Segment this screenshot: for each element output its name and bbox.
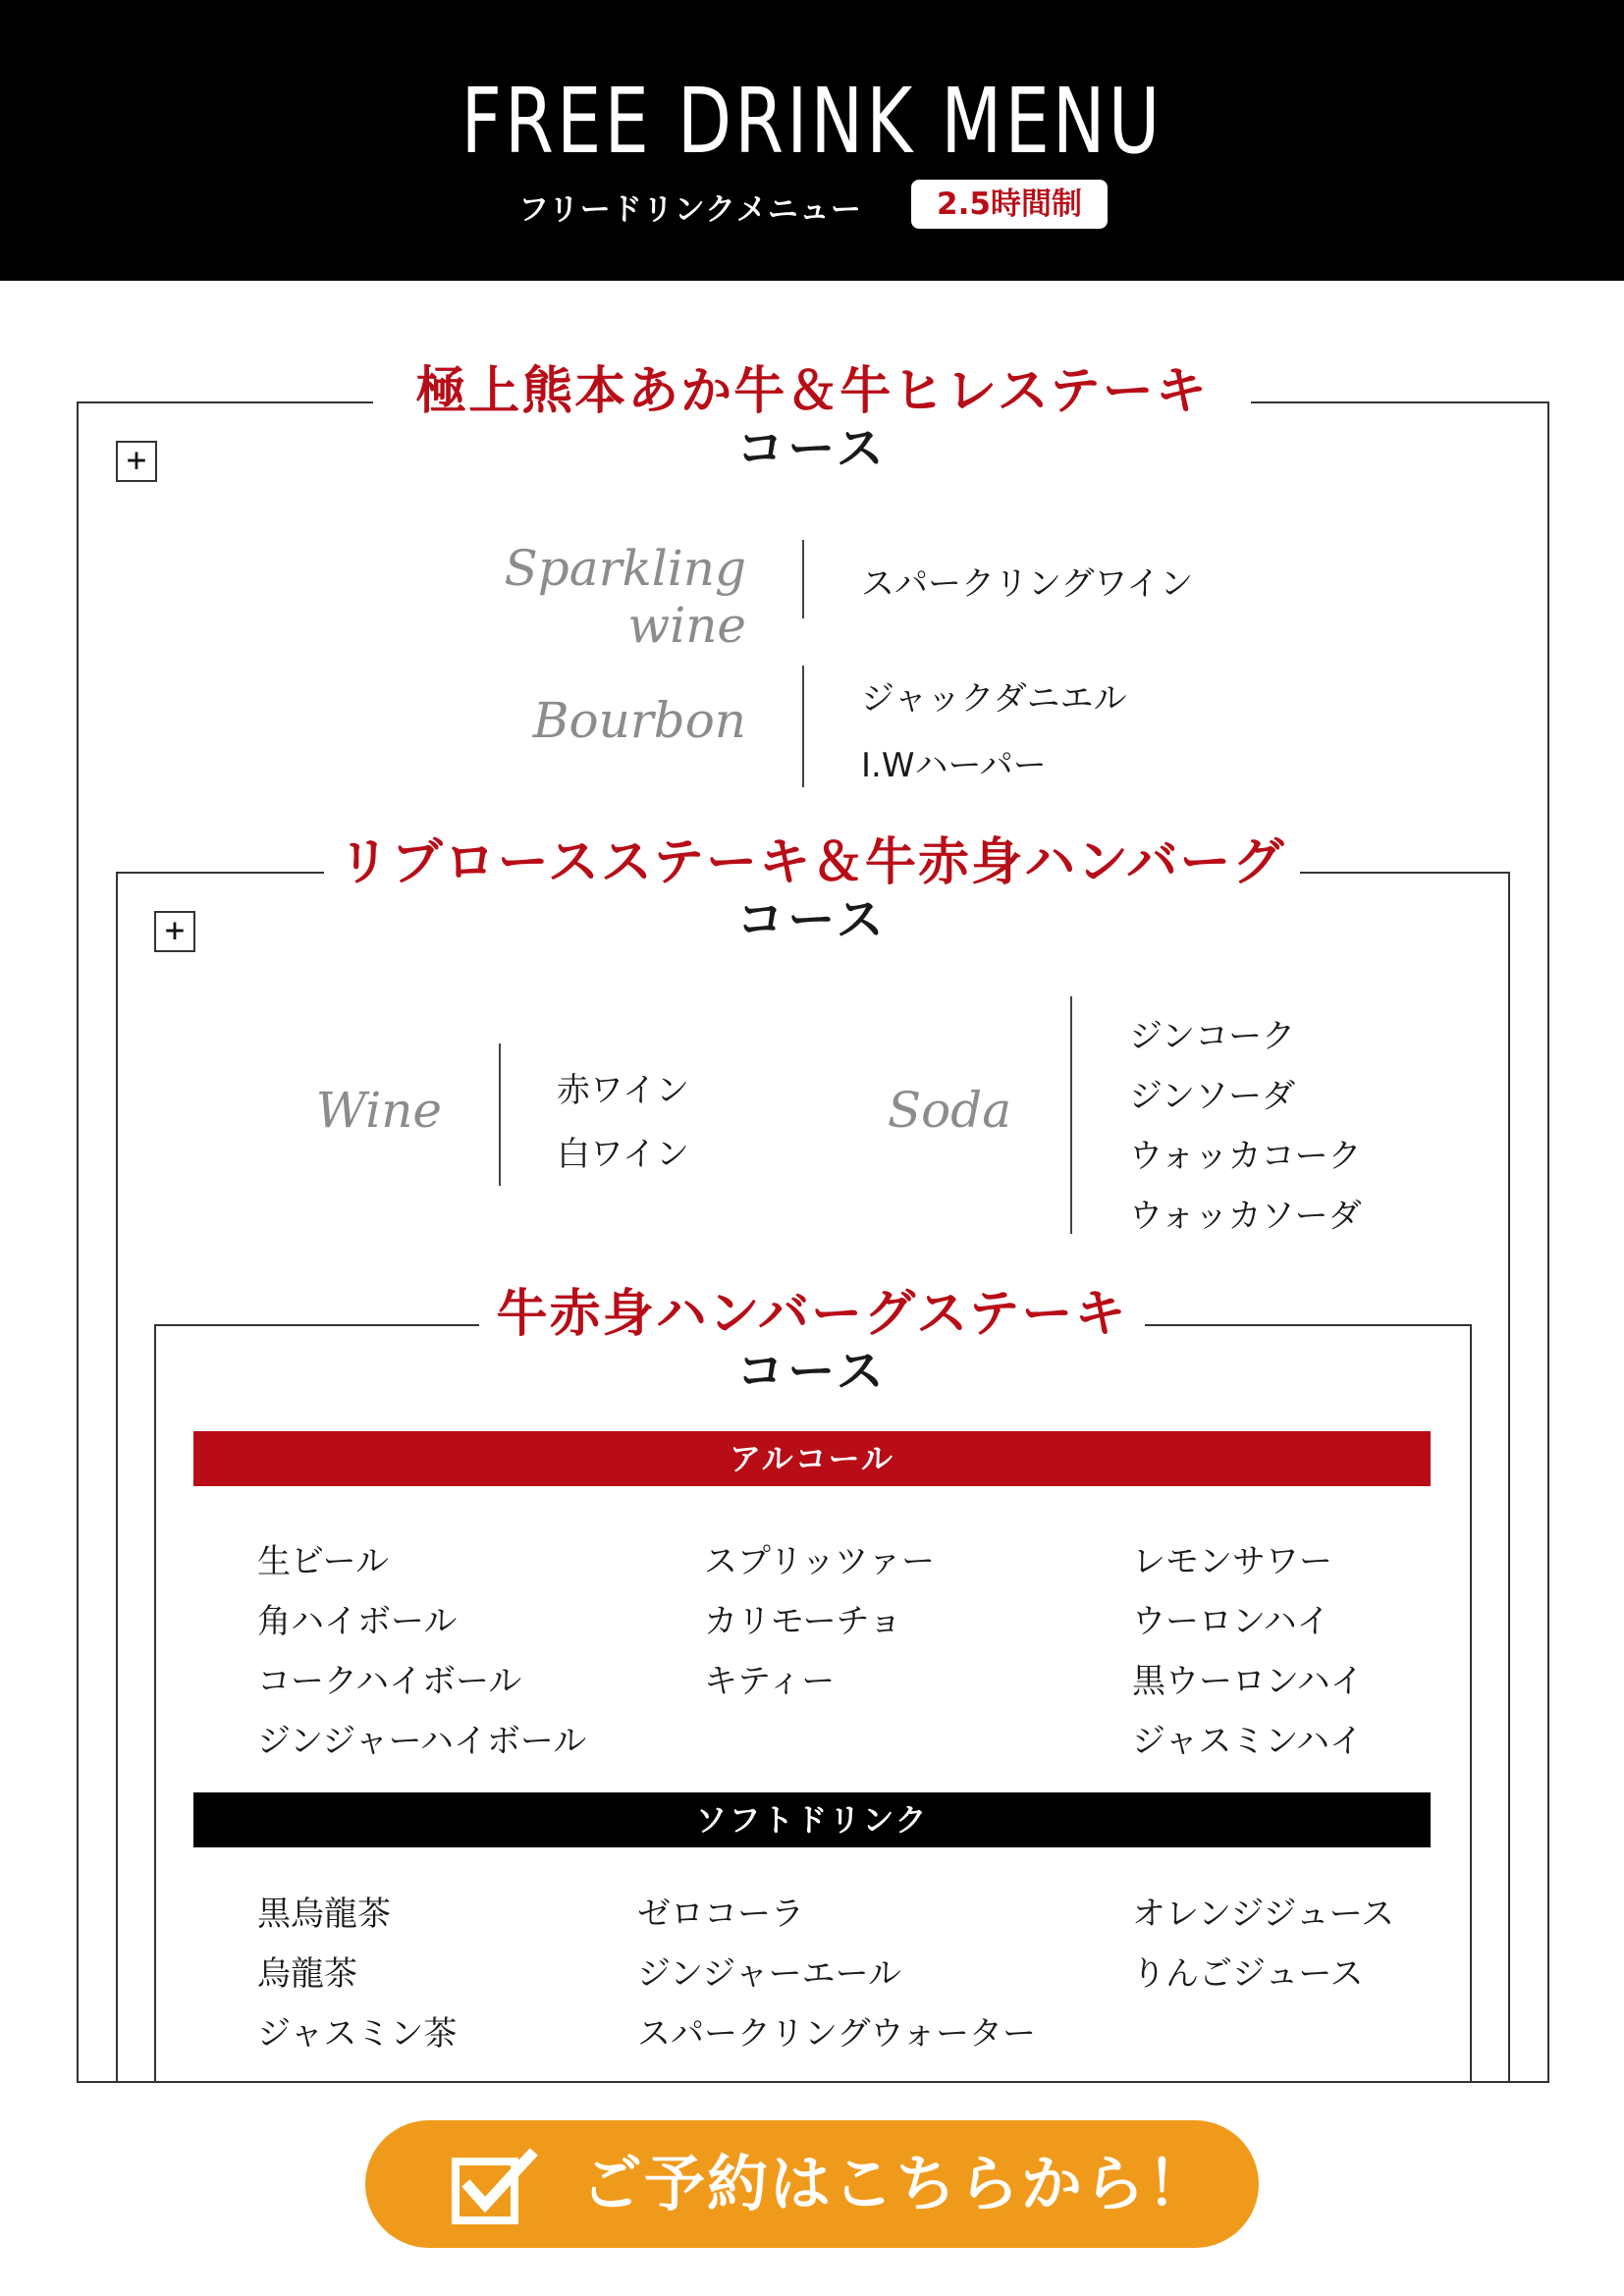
drink-item: ゼロコーラ bbox=[637, 1895, 804, 1934]
header bbox=[0, 0, 1624, 281]
drink-item: ウォッカコーク bbox=[1129, 1137, 1362, 1176]
expand-plus-icon[interactable]: + bbox=[154, 911, 195, 952]
drink-item: ジンジャーハイボール bbox=[257, 1722, 587, 1761]
group-label: Sparkling wine bbox=[504, 540, 746, 654]
drink-item: ウォッカソーダ bbox=[1129, 1197, 1362, 1236]
divider bbox=[499, 1043, 501, 1186]
drink-item: 角ハイボール bbox=[257, 1602, 458, 1641]
drink-item: スパークリングワイン bbox=[861, 564, 1194, 604]
divider bbox=[1070, 996, 1072, 1234]
divider bbox=[802, 666, 804, 787]
page-subtitle: フリードリンクメニュー bbox=[518, 192, 862, 228]
drink-item: レモンサワー bbox=[1132, 1542, 1332, 1581]
drink-item: 黒ウーロンハイ bbox=[1132, 1662, 1364, 1701]
drink-item: スプリッツァー bbox=[704, 1542, 935, 1581]
drink-item: ウーロンハイ bbox=[1132, 1602, 1330, 1641]
course-subtitle: コース bbox=[736, 892, 888, 947]
drink-item: 赤ワイン bbox=[557, 1071, 689, 1110]
page-title: FREE DRINK MENU bbox=[460, 69, 1164, 174]
drink-item: りんごジュース bbox=[1132, 1954, 1364, 1994]
course-title: 牛赤身ハンバーグステーキ bbox=[496, 1285, 1128, 1344]
group-label: Soda bbox=[887, 1082, 1011, 1139]
drink-item: ジャックダニエル bbox=[861, 679, 1127, 719]
drink-item: コークハイボール bbox=[257, 1662, 522, 1701]
group-label: Wine bbox=[315, 1082, 442, 1139]
drink-item: オレンジジュース bbox=[1132, 1895, 1395, 1934]
drink-item: ジャスミン茶 bbox=[257, 2014, 458, 2054]
check-icon bbox=[452, 2148, 540, 2226]
drink-item: キティー bbox=[704, 1662, 836, 1701]
drink-item: ジンソーダ bbox=[1129, 1077, 1296, 1116]
course-subtitle: コース bbox=[736, 1344, 888, 1399]
drink-item: ジンジャーエール bbox=[637, 1954, 901, 1994]
soft-drink-heading: ソフトドリンク bbox=[193, 1792, 1431, 1847]
drink-item: 黒烏龍茶 bbox=[257, 1895, 391, 1934]
drink-item: I.Wハーパー bbox=[861, 746, 1047, 785]
drink-item: ジンコーク bbox=[1129, 1017, 1296, 1056]
course-title: リブロースステーキ＆牛赤身ハンバーグ bbox=[338, 833, 1286, 892]
course-title: 極上熊本あか牛＆牛ヒレステーキ bbox=[415, 362, 1209, 421]
drink-item: 生ビール bbox=[257, 1542, 389, 1581]
drink-item: ジャスミンハイ bbox=[1132, 1722, 1363, 1761]
course-subtitle: コース bbox=[736, 421, 888, 476]
drink-item: カリモーチョ bbox=[704, 1602, 902, 1641]
drink-item: 烏龍茶 bbox=[257, 1954, 357, 1994]
drink-item: スパークリングウォーター bbox=[637, 2014, 1036, 2054]
reserve-label: ご予約はこちらから！ bbox=[581, 2148, 1211, 2219]
reserve-button[interactable] bbox=[365, 2120, 1259, 2248]
time-limit-badge: 2.5時間制 bbox=[911, 180, 1108, 229]
divider bbox=[802, 540, 804, 618]
expand-plus-icon[interactable]: + bbox=[116, 441, 157, 482]
drink-item: 白ワイン bbox=[557, 1135, 689, 1174]
group-label: Bourbon bbox=[532, 692, 746, 749]
alcohol-heading: アルコール bbox=[193, 1431, 1431, 1486]
